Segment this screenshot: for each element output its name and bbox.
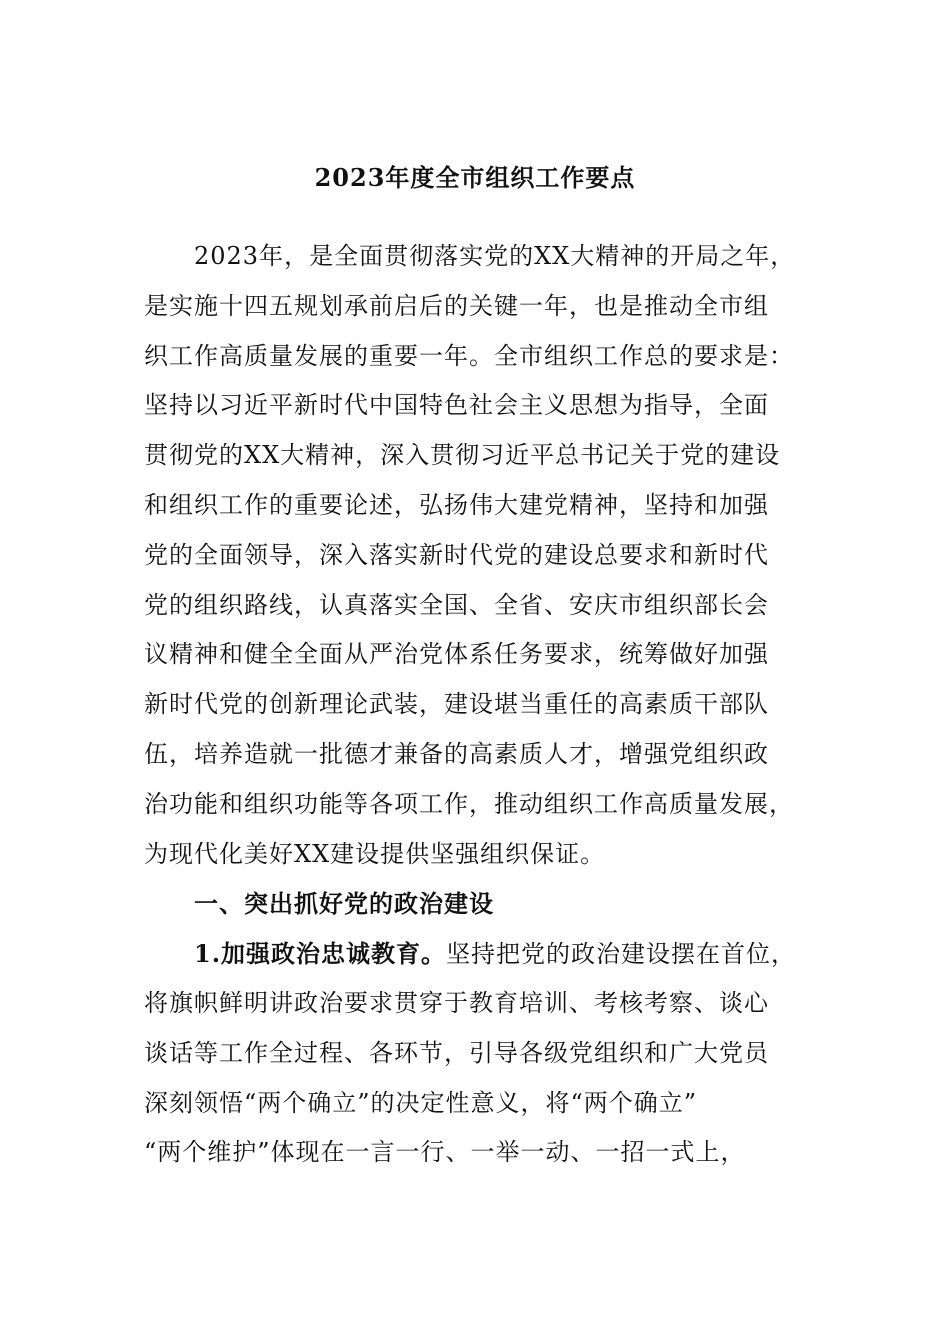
paragraph-line: 是实施十四五规划承前启后的关键一年，也是推动全市组	[144, 291, 769, 320]
item-lead: 1.加强政治忠诚教育。	[194, 939, 447, 969]
paragraph-line: 谈话等工作全过程、各环节，引导各级党组织和广大党员	[144, 1038, 769, 1067]
paragraph-line: 坚持以习近平新时代中国特色社会主义思想为指导，全面	[144, 391, 769, 420]
paragraph-line: 治功能和组织功能等各项工作，推动组织工作高质量发展，	[144, 789, 794, 818]
section-heading: 一、突出抓好党的政治建设	[194, 889, 494, 919]
paragraph-line: 议精神和健全全面从严治党体系任务要求，统筹做好加强	[144, 640, 769, 669]
item-text: 坚持把党的政治建设摆在首位，	[446, 940, 797, 969]
paragraph-line: 2023年，是全面贯彻落实党的XX大精神的开局之年，	[194, 242, 796, 270]
paragraph-line: 党的全面领导，深入落实新时代党的建设总要求和新时代	[144, 540, 769, 569]
item-first-line	[144, 929, 804, 979]
document-title: 2023年度全市组织工作要点	[314, 163, 636, 192]
paragraph-line: 党的组织路线，认真落实全国、全省、安庆市组织部长会	[144, 590, 769, 619]
document-body	[144, 232, 804, 1178]
paragraph-line: 将旗帜鲜明讲政治要求贯穿于教育培训、考核考察、谈心	[144, 988, 769, 1017]
paragraph-line: 新时代党的创新理论武装，建设堪当重任的高素质干部队	[144, 690, 769, 719]
paragraph-line: 和组织工作的重要论述，弘扬伟大建党精神，坚持和加强	[144, 490, 769, 519]
paragraph-line: 贯彻党的XX大精神，深入贯彻习近平总书记关于党的建设	[144, 441, 781, 470]
paragraph-line: 伍，培养造就一批德才兼备的高素质人才，增强党组织政	[144, 739, 769, 768]
paragraph-line: 为现代化美好XX建设提供坚强组织保证。	[144, 839, 606, 868]
paragraph-line: “两个维护”体现在一言一行、一举一动、一招一式上，	[144, 1138, 746, 1167]
paragraph-line: 深刻领悟“两个确立”的决定性意义，将“两个确立”	[144, 1088, 698, 1117]
paragraph-line: 织工作高质量发展的重要一年。全市组织工作总的要求是：	[144, 341, 794, 370]
